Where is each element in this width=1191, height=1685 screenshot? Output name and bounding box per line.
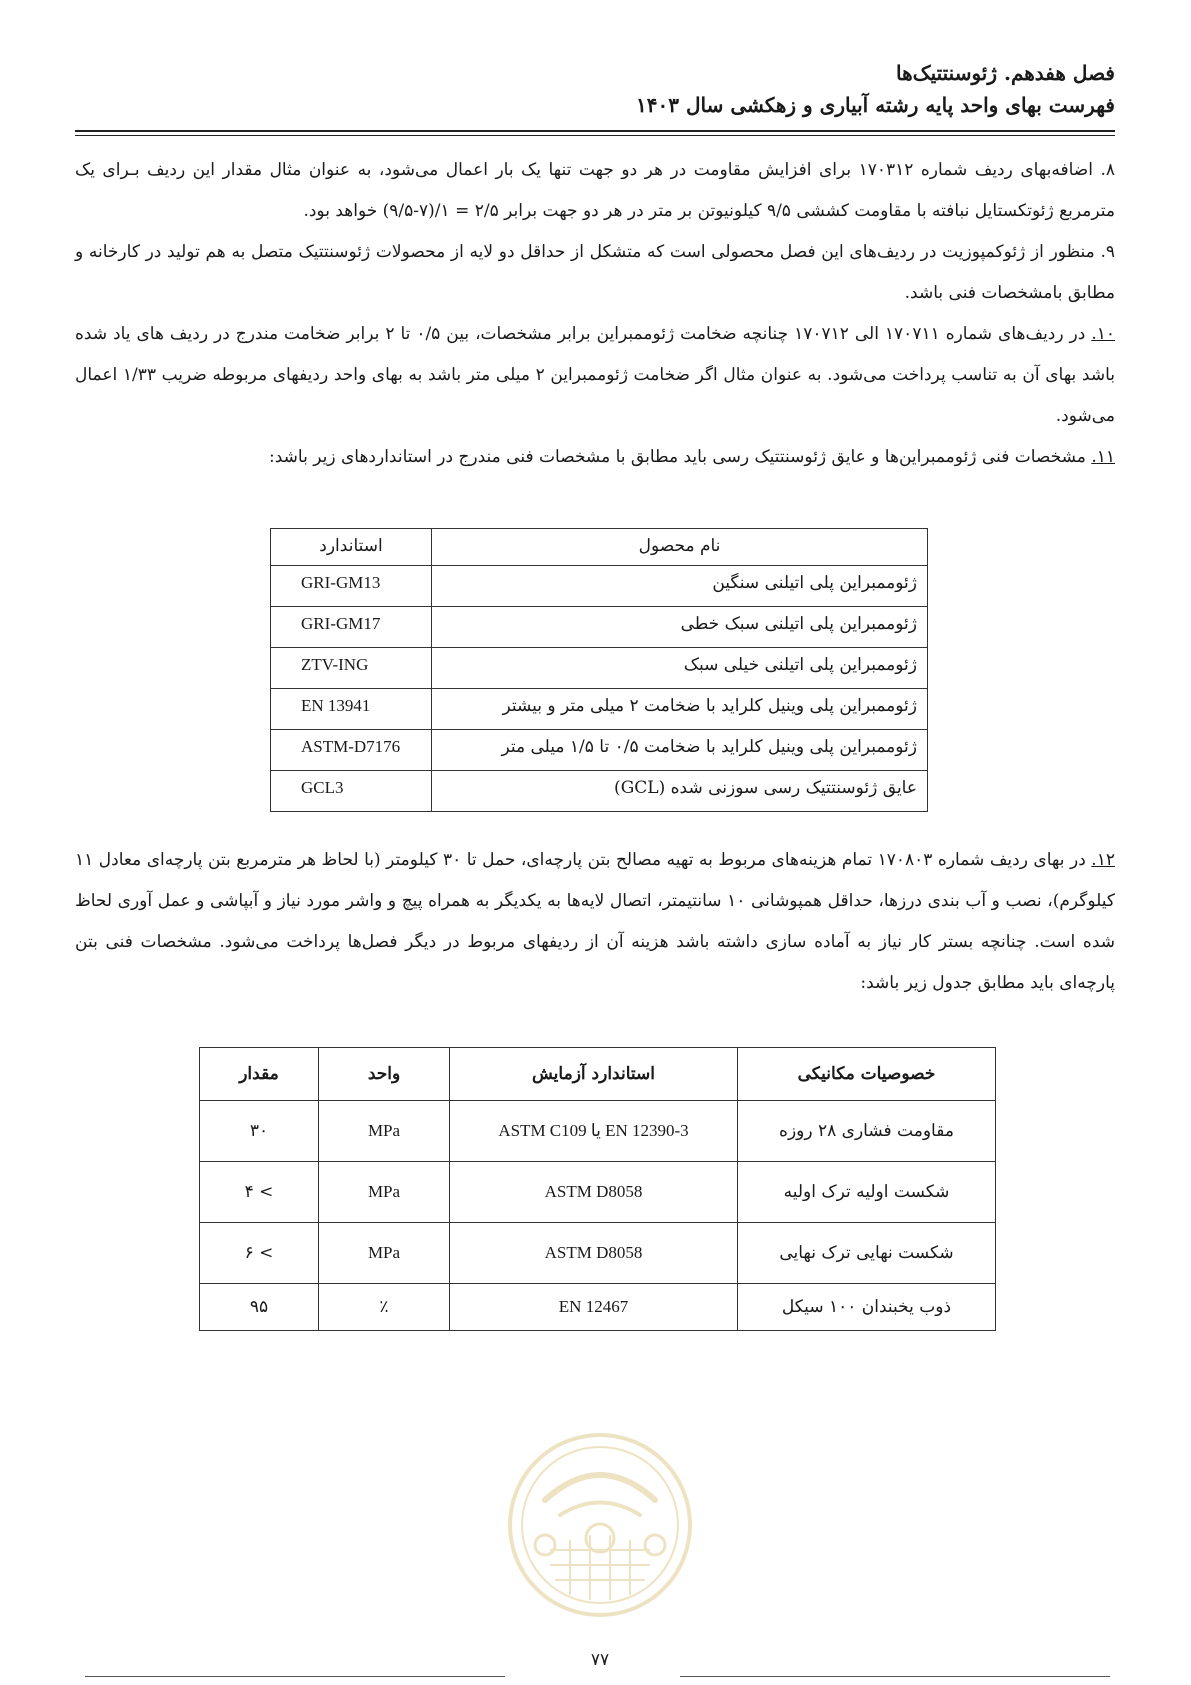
note-12-text: در بهای ردیف شماره ۱۷۰۸۰۳ تمام هزینه‌های مربوط به تهیه مصالح بتن پارچه‌ای، حمل تا ۳۰ کیلومتر (با لحاظ هر مترمربع بتن پارچه‌ای معادل ۱۱ کیلوگرم)، نصب و آب بندی درزها، حداقل همپوشانی ۱۰ سانتیمتر، اتصال لایه‌ها به یکدیگر به همراه پیچ و واشر مورد نیاز و آبپاشی و عمل آوری لحاظ شده است. چنانچه بستر کار نیاز به آماده سازی داشته باشد هزینه آن از ردیفهای مربوط در دیگر فصل‌ها پرداخت می‌شود. مشخصات فنی بتن پارچه‌ای باید مطابق جدول زیر باشد: — [75, 850, 1115, 993]
publisher-seal-icon — [505, 1430, 695, 1620]
mechanical-properties-table — [199, 1047, 996, 1331]
note-9: ۹. منظور از ژئوکمپوزیت در ردیف‌های این فصل محصولی است که متشکل از حداقل دو لایه از محصولات ژئوسنتتیک متصل به هم تولید در کارخانه و مطابق بامشخصات فنی باشد. — [75, 242, 1115, 303]
column-header-standard: استاندارد — [271, 529, 432, 566]
note-11 — [75, 437, 1115, 478]
table-row — [271, 566, 928, 607]
footer-rule-left — [85, 1676, 505, 1677]
standards-table — [270, 528, 928, 812]
note-11-text: مشخصات فنی ژئوممبراین‌ها و عایق ژئوسنتتیک رسی باید مطابق با مشخصات فنی مندرج در استانداردهای زیر باشد: — [269, 447, 1092, 467]
footer-rule-right — [680, 1676, 1110, 1677]
property-cell: مقاومت فشاری ۲۸ روزه — [738, 1101, 996, 1162]
table-row — [271, 771, 928, 812]
document-title: فهرست بهای واحد پایه رشته آبیاری و زهکشی سال ۱۴۰۳ — [636, 93, 1115, 117]
standard-code-text: ASTM-D7176 — [301, 737, 401, 756]
value-cell: > ۴ — [200, 1162, 319, 1223]
table-row — [200, 1162, 996, 1223]
note-12 — [75, 840, 1115, 1004]
table-row — [271, 648, 928, 689]
chapter-title: فصل هفدهم. ژئوسنتتیک‌ها — [896, 61, 1115, 85]
product-name: عایق ژئوسنتتیک رسی سوزنی شده (GCL) — [432, 771, 928, 812]
note-11-number: ۱۱. — [1091, 447, 1115, 467]
header-rule-thick — [75, 130, 1115, 132]
page-number: ۷۷ — [590, 1650, 610, 1670]
standard-code — [271, 566, 432, 607]
product-name: ژئوممبراین پلی اتیلنی خیلی سبک — [432, 648, 928, 689]
table-header-row — [200, 1048, 996, 1101]
standard-code — [271, 689, 432, 730]
test-standard-cell: EN 12390-3 یا ASTM C109 — [450, 1101, 738, 1162]
page-header — [75, 58, 1115, 122]
header-rule-thin — [75, 135, 1115, 136]
table-row — [200, 1223, 996, 1284]
table-row — [271, 730, 928, 771]
standard-code — [271, 648, 432, 689]
note-10 — [75, 314, 1115, 437]
standard-code-text: EN 13941 — [301, 696, 371, 715]
product-name: ژئوممبراین پلی وینیل کلراید با ضخامت ۰/۵ تا ۱/۵ میلی متر — [432, 730, 928, 771]
note-10-number: ۱۰. — [1091, 324, 1115, 344]
note-8: ۸. اضافه‌بهای ردیف شماره ۱۷۰۳۱۲ برای افزایش مقاومت در هر دو جهت تنها یک بار اعمال می‌شود، به عنوان مثال مقدار این ردیف بـرای یک مترمربع ژئوتکستایل نبافته با مقاومت کششی ۹/۵ کیلونیوتن بر متر در هر دو جهت برابر ۲/۵ = ۱/(۷-۹/۵) خواهد بود. — [75, 160, 1115, 221]
standard-code-text: GRI-GM17 — [301, 614, 381, 633]
value-cell: ۹۵ — [200, 1284, 319, 1331]
table-header-row — [271, 529, 928, 566]
product-name: ژئوممبراین پلی وینیل کلراید با ضخامت ۲ میلی متر و بیشتر — [432, 689, 928, 730]
standard-code-text: GRI-GM13 — [301, 573, 381, 592]
standard-code — [271, 771, 432, 812]
table-row — [200, 1101, 996, 1162]
column-header-product: نام محصول — [432, 529, 928, 566]
column-header-unit: واحد — [319, 1048, 450, 1101]
column-header-test-standard: استاندارد آزمایش — [450, 1048, 738, 1101]
table-row — [200, 1284, 996, 1331]
unit-cell: MPa — [319, 1162, 450, 1223]
standard-code-text: GCL3 — [301, 778, 344, 797]
note-12-number: ۱۲. — [1091, 850, 1115, 870]
test-standard-cell: ASTM D8058 — [450, 1223, 738, 1284]
value-cell: > ۶ — [200, 1223, 319, 1284]
standard-code-text: ZTV-ING — [301, 655, 369, 674]
product-name: ژئوممبراین پلی اتیلنی سبک خطی — [432, 607, 928, 648]
column-header-value: مقدار — [200, 1048, 319, 1101]
property-cell: ذوب یخبندان ۱۰۰ سیکل — [738, 1284, 996, 1331]
value-cell: ۳۰ — [200, 1101, 319, 1162]
unit-cell: MPa — [319, 1101, 450, 1162]
column-header-property: خصوصیات مکانیکی — [738, 1048, 996, 1101]
unit-cell: ٪ — [319, 1284, 450, 1331]
test-standard-cell: EN 12467 — [450, 1284, 738, 1331]
property-cell: شکست اولیه ترک اولیه — [738, 1162, 996, 1223]
product-name: ژئوممبراین پلی اتیلنی سنگین — [432, 566, 928, 607]
unit-cell: MPa — [319, 1223, 450, 1284]
property-cell: شکست نهایی ترک نهایی — [738, 1223, 996, 1284]
table-row — [271, 689, 928, 730]
standard-code — [271, 730, 432, 771]
table-row — [271, 607, 928, 648]
test-standard-cell: ASTM D8058 — [450, 1162, 738, 1223]
standard-code — [271, 607, 432, 648]
note-10-text: در ردیف‌های شماره ۱۷۰۷۱۱ الی ۱۷۰۷۱۲ چنانچه ضخامت ژئوممبراین برابر مشخصات، بین ۰/۵ تا ۲ برابر ضخامت مندرج در ردیف های یاد شده باشد بهای آن به تناسب پرداخت می‌شود. به عنوان مثال اگر ضخامت ژئوممبراین ۲ میلی متر باشد به بهای واحد ردیفهای مربوطه ضریب ۱/۳۳ اعمال می‌شود. — [75, 324, 1115, 426]
